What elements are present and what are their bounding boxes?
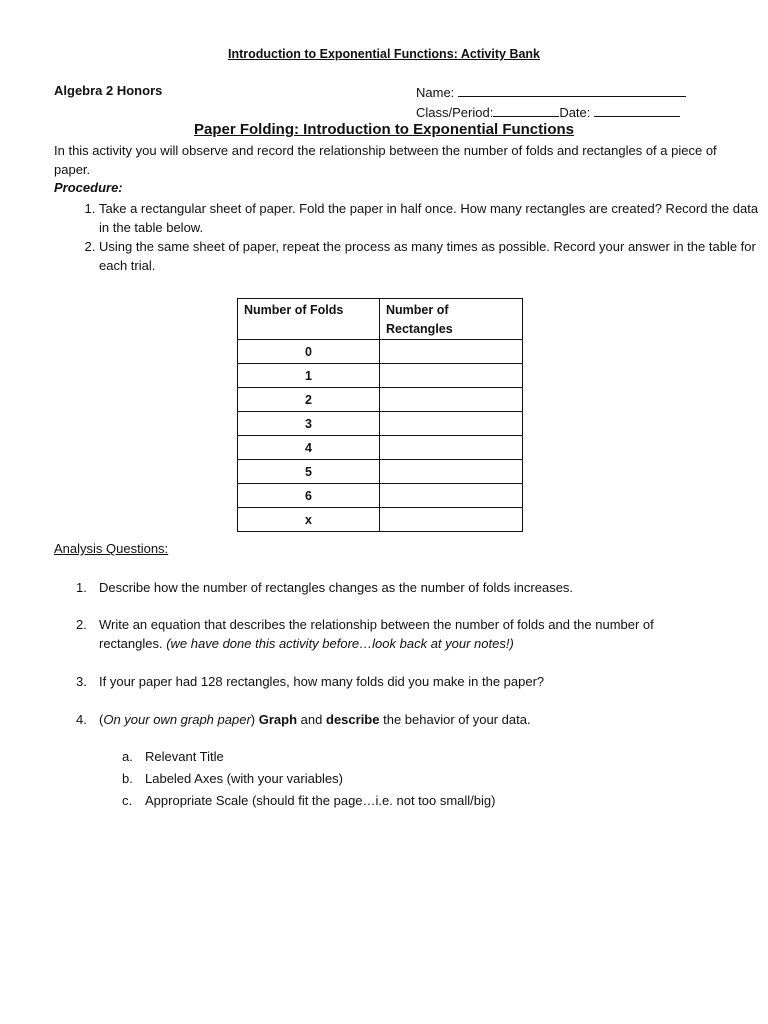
folds-cell: 1: [238, 364, 380, 388]
folds-cell: 2: [238, 388, 380, 412]
table-row: [238, 340, 523, 364]
rectangles-cell[interactable]: [380, 460, 523, 484]
table-row: [238, 508, 523, 532]
table-row: [238, 364, 523, 388]
question-text: If your paper had 128 rectangles, how many folds did you make in the paper?: [99, 674, 545, 689]
folds-cell: 3: [238, 412, 380, 436]
sub-item-text: Relevant Title: [145, 749, 224, 764]
rectangles-cell[interactable]: [380, 388, 523, 412]
class-period-blank[interactable]: [493, 103, 559, 117]
question-number: 3.: [76, 674, 87, 689]
procedure-step: 1. Take a rectangular sheet of paper. Fold the paper in half once. How many rectangles are created? Record the data in the table below.: [99, 199, 759, 237]
folds-table: [237, 298, 523, 532]
intro-paragraph: In this activity you will observe and record the relationship between the number of folds and rectangles of a piece of paper.: [54, 143, 717, 177]
question-text: [99, 615, 719, 653]
sub-item-label: c.: [122, 793, 133, 808]
name-label: Name:: [416, 85, 455, 100]
question-note: (we have done this activity before…look back at your notes!): [166, 636, 514, 651]
procedure-step: 2. Using the same sheet of paper, repeat the process as many times as possible. Record your answer in the table for each trial.: [99, 237, 759, 275]
rectangles-cell[interactable]: [380, 508, 523, 532]
sub-item-text: Labeled Axes (with your variables): [145, 771, 343, 786]
activity-title: Paper Folding: Introduction to Exponential Functions: [194, 121, 574, 138]
rectangles-cell[interactable]: [380, 340, 523, 364]
paren-open: (: [99, 712, 104, 727]
table-header-row: [238, 299, 523, 340]
question-number: 1.: [76, 580, 87, 595]
question-rest: the behavior of your data.: [383, 712, 531, 727]
rectangles-cell[interactable]: [380, 412, 523, 436]
rectangles-column-header: Number of Rectangles: [380, 299, 523, 340]
procedure-steps: [54, 199, 759, 275]
question-main-text: Write an equation that describes the relationship between the number of folds and the number of rectangles.: [99, 617, 654, 651]
graph-keyword: Graph: [258, 712, 298, 727]
sub-item-label: a.: [122, 749, 133, 764]
table-row: [238, 460, 523, 484]
date-label: Date:: [559, 105, 591, 120]
and-word: and: [300, 712, 323, 727]
table-row: [238, 484, 523, 508]
date-blank[interactable]: [594, 103, 680, 117]
question-text: Describe how the number of rectangles changes as the number of folds increases.: [99, 580, 574, 595]
sub-item-label: b.: [122, 771, 133, 786]
folds-cell: x: [238, 508, 380, 532]
paren-close: ): [250, 712, 256, 727]
procedure-heading: Procedure:: [54, 180, 123, 195]
table-row: [238, 436, 523, 460]
folds-cell: 5: [238, 460, 380, 484]
folds-cell: 4: [238, 436, 380, 460]
rectangles-cell[interactable]: [380, 484, 523, 508]
rectangles-cell[interactable]: [380, 364, 523, 388]
question-number: 2.: [76, 617, 87, 632]
name-blank[interactable]: [458, 83, 686, 97]
graph-paper-note: On your own graph paper: [103, 712, 251, 727]
course-name: Algebra 2 Honors: [54, 83, 163, 98]
folds-cell: 6: [238, 484, 380, 508]
describe-keyword: describe: [326, 712, 380, 727]
sub-item-text: Appropriate Scale (should fit the page…i.e. not too small/big): [145, 793, 496, 808]
rectangles-cell[interactable]: [380, 436, 523, 460]
table-row: [238, 388, 523, 412]
question-text: [99, 710, 719, 729]
question-number: 4.: [76, 712, 87, 727]
name-field-row: [416, 83, 686, 100]
folds-column-header: Number of Folds: [238, 299, 380, 340]
table-row: [238, 412, 523, 436]
analysis-heading: Analysis Questions:: [54, 541, 169, 556]
folds-cell: 0: [238, 340, 380, 364]
class-period-label: Class/Period:: [416, 105, 494, 120]
class-date-row: [416, 103, 680, 120]
document-title: Introduction to Exponential Functions: Activity Bank: [227, 47, 541, 61]
